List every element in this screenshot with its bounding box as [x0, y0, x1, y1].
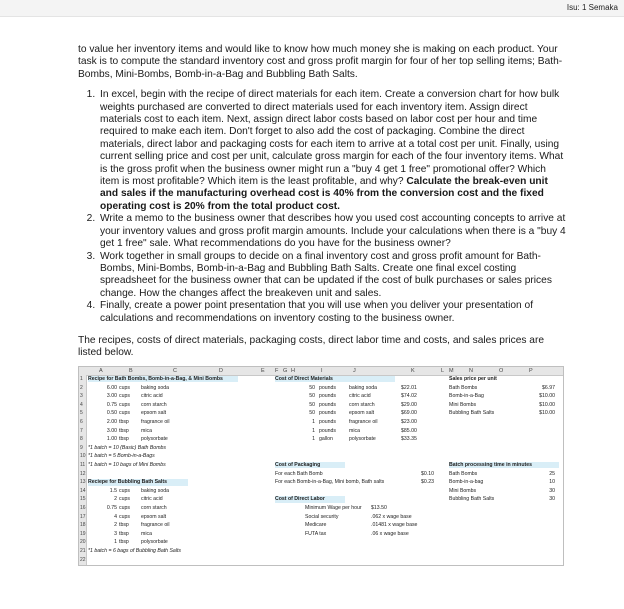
dm-cost: $33.35: [401, 436, 417, 443]
column-header[interactable]: C: [173, 368, 177, 374]
column-header[interactable]: K: [411, 368, 415, 374]
packaging-title: Cost of Packaging: [275, 462, 345, 468]
recipe-qty: 6.00: [106, 384, 117, 391]
recipe-title: Reciepe for Bubbling Bath Salts: [88, 479, 188, 485]
recipe-unit: tbsp: [119, 427, 129, 434]
spreadsheet: [78, 366, 564, 566]
batch-note: *1 batch = 5 Bomb-in-a-Bags: [88, 453, 155, 460]
dm-item: citric acid: [349, 393, 371, 400]
dm-cost: $74.02: [401, 393, 417, 400]
recipe-qty: 4: [114, 513, 117, 520]
dm-qty: 50: [309, 410, 315, 417]
dm-qty: 1: [312, 427, 315, 434]
dm-cost: $29.00: [401, 401, 417, 408]
recipe-ingredient: mica: [141, 427, 152, 434]
price-value: $10.00: [539, 393, 555, 400]
batch-note: *1 batch = 6 bags of Bubbling Bath Salts: [88, 548, 182, 554]
dm-qty: 1: [312, 419, 315, 425]
recipe-unit: cups: [119, 496, 130, 503]
time-value: 10: [549, 479, 555, 486]
task-item: [98, 89, 566, 213]
dm-item: fragrance oil: [349, 419, 378, 425]
recipe-ingredient: baking soda: [141, 384, 169, 391]
task-list: [78, 89, 566, 325]
time-item: Bubbling Bath Salts: [449, 496, 495, 503]
batch-note: *1 batch = 10 (Basic) Bath Bombs: [88, 444, 166, 451]
dm-unit: pounds: [319, 410, 337, 417]
recipe-ingredient: polysorbate: [141, 436, 168, 443]
column-header[interactable]: M: [449, 368, 454, 374]
column-header[interactable]: B: [129, 368, 133, 374]
recipe-unit: tbsp: [119, 436, 129, 443]
recipe-qty: 1.5: [109, 487, 117, 494]
column-header[interactable]: A: [99, 368, 103, 374]
row-header[interactable]: 5: [80, 410, 83, 417]
time-item: Mini Bombs: [449, 487, 477, 494]
price-value: $10.00: [539, 401, 555, 408]
row-header[interactable]: 8: [80, 436, 83, 443]
row-header[interactable]: 16: [80, 505, 86, 511]
dm-unit: pounds: [319, 427, 337, 434]
recipe-ingredient: fragrance oil: [141, 419, 170, 425]
dm-cost: $23.00: [401, 419, 417, 425]
column-header[interactable]: P: [529, 368, 533, 374]
recipe-ingredient: epsom salt: [141, 410, 167, 417]
row-header[interactable]: 11: [80, 462, 86, 468]
page-tag: Isu: 1 Semaka: [566, 3, 618, 12]
column-header[interactable]: G: [283, 368, 288, 374]
dm-qty: 50: [309, 401, 315, 408]
task-text: Finally, create a power point presentation that you will use when you deliver your presentation of calculations and recommendations on inventory costing to the business owner.: [100, 300, 534, 324]
recipe-ingredient: corn starch: [141, 505, 167, 511]
recipe-qty: 2: [114, 496, 117, 503]
recipe-unit: cups: [119, 401, 130, 408]
dm-qty: 50: [309, 393, 315, 400]
labor-title: Cost of Direct Labor: [275, 496, 345, 502]
task-bold-text: Calculate the break-even unit and sales if the manufacturing overhead cost is 40% from the conversion cost and the fixed operating cost is 20% from the total product cost.: [100, 176, 548, 212]
dm-item: corn starch: [349, 401, 375, 408]
row-header[interactable]: 10: [80, 453, 86, 460]
price-item: Mini Bombs: [449, 401, 477, 408]
recipe-unit: tbsp: [119, 539, 129, 546]
packaging-label: For each Bomb-in-a-Bag, Mini bomb, Bath salts: [275, 479, 385, 486]
recipe-unit: cups: [119, 410, 130, 417]
labor-label: Social security: [305, 513, 339, 520]
recipe-title: Recipe for Bath Bombs, Bomb-in-a-Bag, & Mini Bombs: [88, 376, 238, 382]
column-header[interactable]: I: [321, 368, 323, 374]
recipe-qty: 2: [114, 522, 117, 529]
column-header[interactable]: H: [291, 368, 295, 374]
dm-qty: 50: [309, 384, 315, 391]
dm-cost: $22.01: [401, 384, 417, 391]
labor-value: $13.50: [371, 505, 387, 511]
labor-label: Medicare: [305, 522, 327, 529]
dm-unit: pounds: [319, 384, 337, 391]
packaging-cost: $0.23: [421, 479, 434, 486]
recipe-qty: 3: [114, 530, 117, 537]
dm-title: Cost of Direct Materials: [275, 376, 395, 382]
column-headers: [79, 367, 563, 376]
column-header[interactable]: D: [219, 368, 223, 374]
recipe-unit: tbsp: [119, 419, 129, 425]
task-text: In excel, begin with the recipe of direct materials for each item. Create a conversion chart for how bulk weights purchased are converted to direct materials used for each inventory item. Assign direct materials cost to each item. Next, assign direct labor costs based on labor cost per hour and time required to make each item. Don't forget to also add the cost of packaging. Combine the direct materials, direct labor and packaging costs for each item to arrive at a total cost per unit. Finally, using current selling price and cost per unit, calculate gross margin for each of the four inventory items. What is the gross profit when the business owner might run a "buy 4 get 1 free" promotional offer? Which item is most profitable? Which item is the least profitable, and why?: [100, 89, 564, 188]
time-value: 25: [549, 470, 555, 477]
labor-value: .06 x wage base: [371, 530, 409, 537]
row-header[interactable]: 13: [80, 479, 86, 486]
dm-item: polysorbate: [349, 436, 376, 443]
dm-qty: 1: [312, 436, 315, 443]
row-header[interactable]: 20: [80, 539, 86, 546]
task-item: [98, 251, 566, 301]
recipe-unit: tbsp: [119, 522, 129, 529]
recipe-unit: cups: [119, 505, 130, 511]
labor-label: Minimum Wage per hour: [305, 505, 362, 511]
time-item: Bath Bombs: [449, 470, 478, 477]
task-text: Work together in small groups to decide on a final inventory cost and gross profit amount for Bath-Bombs, Mini-Bombs, Bomb-in-a-Bag and Bubbling Bath Salts. Create one final excel costing spreadsheet for the business owner that can be updated if the cost of bulk purchases or sales prices change. How the changes affect the breakeven unit and sales.: [100, 250, 552, 299]
price-item: Bath Bombs: [449, 384, 478, 391]
recipe-qty: 3.00: [106, 427, 117, 434]
recipe-unit: cups: [119, 384, 130, 391]
row-header[interactable]: 4: [80, 401, 83, 408]
row-header[interactable]: 2: [80, 384, 83, 391]
recipe-ingredient: fragrance oil: [141, 522, 170, 529]
recipe-ingredient: epsom salt: [141, 513, 167, 520]
row-header[interactable]: 1: [80, 376, 83, 382]
recipe-qty: 3.00: [106, 393, 117, 400]
time-item: Bomb-in-a-bag: [449, 479, 484, 486]
time-value: 30: [549, 487, 555, 494]
row-header[interactable]: 21: [80, 548, 86, 554]
row-header[interactable]: 17: [80, 513, 86, 520]
document-body: [78, 44, 566, 360]
column-header[interactable]: F: [275, 368, 279, 374]
column-header[interactable]: J: [353, 368, 356, 374]
recipe-unit: cups: [119, 513, 130, 520]
packaging-label: For each Bath Bomb: [275, 470, 323, 477]
row-header[interactable]: 19: [80, 530, 86, 537]
recipe-unit: cups: [119, 393, 130, 400]
top-bar: [0, 0, 624, 17]
dm-item: mica: [349, 427, 360, 434]
row-header[interactable]: 3: [80, 393, 83, 400]
row-header[interactable]: 6: [80, 419, 83, 425]
dm-unit: pounds: [319, 393, 337, 400]
dm-unit: gallon: [319, 436, 333, 443]
recipe-qty: 1: [114, 539, 117, 546]
recipe-qty: 0.50: [106, 410, 117, 417]
row-header[interactable]: 7: [80, 427, 83, 434]
recipe-qty: 0.75: [106, 401, 117, 408]
recipe-ingredient: corn starch: [141, 401, 167, 408]
task-item: [98, 300, 566, 325]
row-header[interactable]: 22: [80, 556, 86, 563]
price-item: Bomb-in-a-Bag: [449, 393, 484, 400]
packaging-cost: $0.10: [421, 470, 434, 477]
recipe-qty: 0.75: [106, 505, 117, 511]
recipe-qty: 1.00: [106, 436, 117, 443]
labor-label: FUTA tax: [305, 530, 327, 537]
intro-paragraph: to value her inventory items and would like to know how much money she is making on each product. Your task is to compute the standard inventory cost and gross profit margin for four of her top selling items; Bath-Bombs, Mini-Bombs, Bomb-in-a-Bag and Bubbling Bath Salts.: [78, 44, 563, 80]
dm-cost: $85.00: [401, 427, 417, 434]
recipe-qty: 2.00: [106, 419, 117, 425]
labor-value: .01481 x wage base: [371, 522, 418, 529]
row-headers: [79, 375, 87, 565]
recipe-ingredient: polysorbate: [141, 539, 168, 546]
price-value: $10.00: [539, 410, 555, 417]
price-title: Sales price per unit: [449, 376, 497, 382]
recipe-ingredient: citric acid: [141, 496, 163, 503]
recipe-unit: cups: [119, 487, 130, 494]
time-title: Batch processing time in minutes: [449, 462, 559, 468]
price-item: Bubbling Bath Salts: [449, 410, 495, 417]
batch-note: *1 batch = 10 bags of Mini Bombs: [88, 462, 166, 468]
dm-cost: $69.00: [401, 410, 417, 417]
task-item: [98, 213, 566, 250]
row-header[interactable]: 14: [80, 487, 86, 494]
dm-item: baking soda: [349, 384, 377, 391]
row-header[interactable]: 18: [80, 522, 86, 529]
dm-unit: pounds: [319, 419, 337, 425]
dm-unit: pounds: [319, 401, 337, 408]
row-header[interactable]: 12: [80, 470, 86, 477]
row-header[interactable]: 15: [80, 496, 86, 503]
recipe-ingredient: mica: [141, 530, 152, 537]
column-header[interactable]: O: [499, 368, 504, 374]
recipe-ingredient: citric acid: [141, 393, 163, 400]
labor-value: .062 x wage base: [371, 513, 412, 520]
column-header[interactable]: L: [441, 368, 445, 374]
closing-paragraph: The recipes, costs of direct materials, packaging costs, direct labor time and costs, and sales prices are listed below.: [78, 334, 545, 359]
row-header[interactable]: 9: [80, 444, 83, 451]
task-text: Write a memo to the business owner that describes how you used cost accounting concepts to arrive at your inventory values and gross profit margin amounts. Include your calculations when there is a "buy 4 get 1 free" sale. What recommendations do you have for the business owner?: [100, 213, 566, 250]
price-value: $6.97: [542, 384, 555, 391]
recipe-unit: tbsp: [119, 530, 129, 537]
column-header[interactable]: N: [469, 368, 473, 374]
time-value: 30: [549, 496, 555, 503]
column-header[interactable]: E: [261, 368, 265, 374]
dm-item: epsom salt: [349, 410, 375, 417]
recipe-ingredient: baking soda: [141, 487, 169, 494]
